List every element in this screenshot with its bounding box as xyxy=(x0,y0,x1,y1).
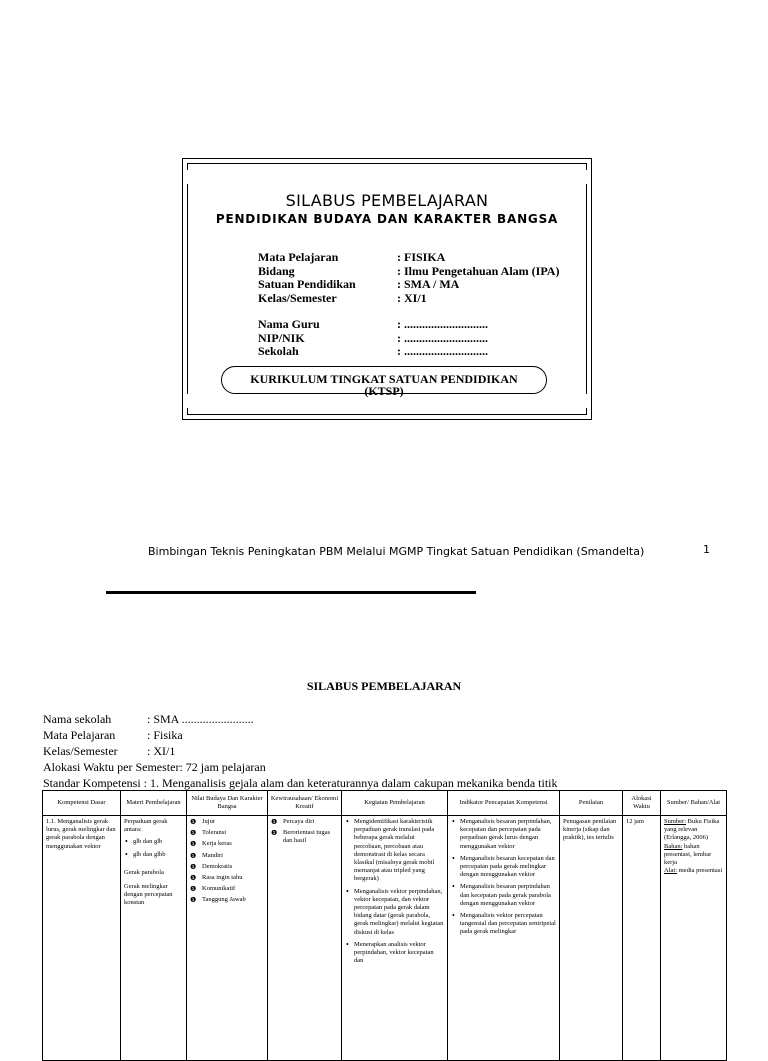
column-header: Nilai Budaya Dan Karakter Bangsa xyxy=(187,791,268,816)
sumber-value: Buku Fisika yang relevan (Erlangga, 2006) xyxy=(664,818,720,842)
list-item: ❶ Komunikatif xyxy=(202,885,264,893)
sumber-line xyxy=(664,867,723,875)
syllabus-title: SILABUS PEMBELAJARAN xyxy=(306,679,462,693)
info-row xyxy=(258,278,559,292)
bahan-label: Bahan: xyxy=(664,842,683,850)
info-label: Sekolah xyxy=(258,344,299,358)
list-item: • Menganalisis vektor percepatan tangensial dan percepatan sentripetal pada gerak melingkar xyxy=(460,912,556,937)
meta-label: Kelas/Semester xyxy=(43,744,118,758)
list-item: • glb dan glb xyxy=(133,838,183,846)
info-label: Mata Pelajaran xyxy=(258,250,339,264)
list-item: ❶ Tanggung Jawab xyxy=(202,896,264,904)
standard-value: : 1. Menganalisis gejala alam dan keteraturannya dalam cakupan mekanika benda titik xyxy=(143,776,558,790)
info-row xyxy=(258,345,488,359)
cover-teacher-block xyxy=(258,318,488,359)
meta-value: : Fisika xyxy=(147,728,183,742)
list-item: • Mengidentifikasi karakteristik perpaduan gerak translasi pada beberapa gerak melalui percobaan, percobaan atau demonstrasi di kelas secara klasikal (misalnya gerak mobil memanjat atau tripled yang bergerak) xyxy=(354,818,444,884)
sumber-label: Sumber: xyxy=(664,818,687,825)
column-header: Kompetensi Dasar xyxy=(43,791,121,816)
info-label: Bidang xyxy=(258,263,295,278)
info-value: : FISIKA xyxy=(397,250,446,264)
column-header: Materi Pembelajaran xyxy=(121,791,187,816)
curriculum-banner xyxy=(221,366,547,398)
meta-subject xyxy=(43,728,183,743)
bahan-value: bahan presentasi, lembar kerja xyxy=(664,842,712,867)
column-header: Penilaian xyxy=(560,791,623,816)
list-item: ❶ Rasa ingin tahu xyxy=(202,874,264,882)
info-row xyxy=(258,292,559,306)
list-item: • Menganalisis besaran perpindahan, kecepatan dan percepatan pada perpaduan gerak lurus dengan menggunakan vektor xyxy=(460,818,556,851)
curriculum-line-1: KURIKULUM TINGKAT SATUAN PENDIDIKAN xyxy=(250,372,518,386)
list-item: ❶ Kerja keras xyxy=(202,840,264,848)
meta-label: Nama sekolah xyxy=(43,712,112,726)
meta-label: Mata Pelajaran xyxy=(43,728,116,742)
info-label: Kelas/Semester xyxy=(258,290,337,305)
meta-school xyxy=(43,712,254,727)
meta-value: : XI/1 xyxy=(147,744,176,758)
info-label: Satuan Pendidikan xyxy=(258,277,356,291)
cell-penilaian: Penugasan penilaian kinerja (sikap dan praktik), tes tertulis xyxy=(560,816,623,1061)
info-value: : ............................ xyxy=(397,317,488,331)
sumber-line xyxy=(664,818,723,843)
column-header: Indikator Pencapaian Kompetensi xyxy=(448,791,560,816)
frame-corner-notch xyxy=(585,394,599,408)
page-number: 1 xyxy=(703,543,710,556)
info-label: Nama Guru xyxy=(258,317,320,331)
alat-label: Alat: xyxy=(664,867,677,875)
frame-corner-notch xyxy=(585,170,599,184)
frame-side-line xyxy=(591,170,592,408)
page-divider xyxy=(106,591,476,594)
meta-allocation: Alokasi Waktu per Semester: 72 jam pelajaran xyxy=(43,760,266,774)
list-item: • Menerapkan analisis vektor perpindahan, vektor kecepatan dan xyxy=(354,941,444,966)
materi-paragraph: Gerak melingkar dengan percepatan konstan xyxy=(124,883,173,907)
standard-label: Standar Kompetensi xyxy=(43,776,141,790)
cell-kompetensi-dasar: 1.1. Menganalisis gerak lurus, gerak melingkar dan gerak parabola dengan menggunakan vektor xyxy=(43,816,121,1061)
info-value: : Ilmu Pengetahuan Alam (IPA) xyxy=(397,263,560,278)
page-footer: Bimbingan Teknis Peningkatan PBM Melalui MGMP Tingkat Satuan Pendidikan (Smandelta) xyxy=(148,545,645,558)
cover-info-block xyxy=(258,251,559,305)
info-row xyxy=(258,332,488,346)
syllabus-table xyxy=(42,790,727,1061)
materi-intro: Perpaduan gerak antara: xyxy=(124,818,168,834)
list-item: ❶ Demokratis xyxy=(202,863,264,871)
cover-subtitle: PENDIDIKAN BUDAYA DAN KARAKTER BANGSA xyxy=(215,212,559,226)
info-value: : XI/1 xyxy=(397,290,427,305)
info-value: : SMA / MA xyxy=(397,277,460,291)
materi-paragraph: Gerak parabola xyxy=(124,868,164,876)
materi-list xyxy=(124,838,183,858)
meta-standard xyxy=(43,776,558,791)
list-item: ❶ Toleransi xyxy=(202,829,264,837)
table-header-row xyxy=(43,791,727,816)
cover-title: SILABUS PEMBELAJARAN xyxy=(285,191,489,210)
info-row xyxy=(258,265,559,279)
curriculum-line-2: (KTSP) xyxy=(364,384,404,398)
info-label: NIP/NIK xyxy=(258,330,305,345)
list-item: ❶ Jujur xyxy=(202,818,264,826)
list-item: • Menganalisis vektor perpindahan, vektor kecepatan, dan vektor percepatan pada gerak dalam bidang datar (gerak parabola, gerak melingkar) melalui kegiatan diskusi di kelas xyxy=(354,888,444,937)
column-header: Kegiatan Pembelajaran xyxy=(342,791,448,816)
info-row xyxy=(258,318,488,332)
list-item: ❶ Percaya diri xyxy=(283,818,338,826)
meta-value: : SMA ........................ xyxy=(147,712,254,726)
column-header: Kewirausahaan/ Ekonomi Kreatif xyxy=(268,791,342,816)
kewira-list xyxy=(271,818,338,846)
column-header: Alokasi Waktu xyxy=(623,791,661,816)
nilai-list xyxy=(190,818,264,905)
list-item: • Menganalisis besaran kecepatan dan percepatan pada gerak melingkar dengan menggunakan vektor xyxy=(460,855,556,880)
column-header: Sumber/ Bahan/Alat xyxy=(661,791,727,816)
cell-alokasi: 12 jam xyxy=(623,816,661,1061)
list-item: ❶ Berorientasi tugas dan hasil xyxy=(283,829,338,845)
info-row xyxy=(258,251,559,265)
list-item: • Menganalisis besaran perpindahan dan kecepatan pada gerak parabola dengan menggunakan vektor xyxy=(460,883,556,908)
list-item: • glb dan glbb xyxy=(133,851,183,859)
alat-value: media presentasi xyxy=(677,867,723,875)
frame-side-line xyxy=(182,170,183,408)
list-item: ❶ Mandiri xyxy=(202,852,264,860)
kegiatan-list xyxy=(345,818,444,965)
indikator-list xyxy=(451,818,556,937)
meta-class xyxy=(43,744,175,759)
info-value: : ............................ xyxy=(397,344,488,358)
sumber-line xyxy=(664,843,723,868)
info-value: : ............................ xyxy=(397,330,488,345)
